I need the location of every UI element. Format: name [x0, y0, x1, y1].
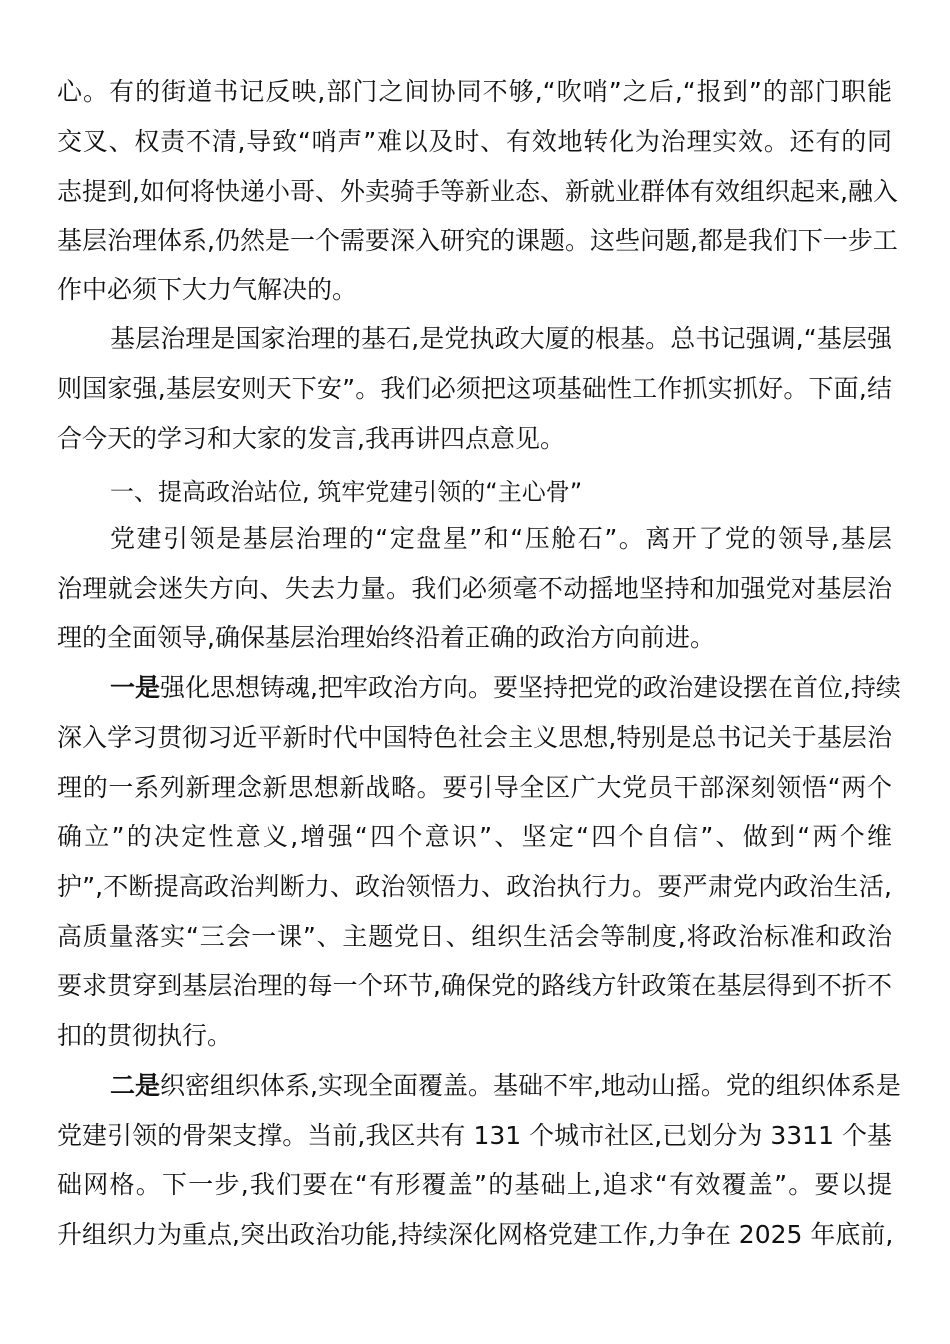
paragraph-line-text: 强化思想铸魂,把牢政治方向。要坚持把党的政治建设摆在首位,持续 — [160, 673, 901, 702]
section-heading: 一、提高政治站位, 筑牢党建引领的“主心骨” — [110, 478, 583, 506]
paragraph-line: 党建引领的骨架支撑。当前,我区共有 131 个城市社区,已划分为 3311 个基 — [57, 1121, 892, 1150]
paragraph-line: 础网格。下一步,我们要在“有形覆盖”的基础上,追求“有效覆盖”。要以提 — [57, 1170, 892, 1199]
paragraph-line: 志提到,如何将快递小哥、外卖骑手等新业态、新就业群体有效组织起来,融入 — [57, 177, 898, 206]
paragraph-line: 扣的贯彻执行。 — [57, 1021, 233, 1050]
paragraph-line: 确立”的决定性意义,增强“四个意识”、坚定“四个自信”、做到“两个维 — [57, 822, 892, 851]
paragraph-line-text: 织密组织体系,实现全面覆盖。基础不牢,地动山摇。党的组织体系是 — [160, 1071, 901, 1100]
paragraph-line: 交叉、权责不清,导致“哨声”难以及时、有效地转化为治理实效。还有的同 — [57, 127, 892, 156]
paragraph-line: 护”,不断提高政治判断力、政治领悟力、政治执行力。要严肃党内政治生活, — [57, 872, 892, 901]
paragraph-line: 基层治理体系,仍然是一个需要深入研究的课题。这些问题,都是我们下一步工 — [57, 226, 898, 255]
paragraph-line: 理的全面领导,确保基层治理始终沿着正确的政治方向前进。 — [57, 623, 715, 652]
paragraph-line: 理的一系列新理念新思想新战略。要引导全区广大党员干部深刻领悟“两个 — [57, 773, 892, 802]
paragraph-line: 高质量落实“三会一课”、主题党日、组织生活会等制度,将政治标准和政治 — [57, 922, 892, 951]
paragraph-line: 作中必须下大力气解决的。 — [57, 275, 358, 304]
paragraph-line: 升组织力为重点,突出政治功能,持续深化网格党建工作,力争在 2025 年底前, — [57, 1220, 894, 1249]
paragraph-line: 深入学习贯彻习近平新时代中国特色社会主义思想,特别是总书记关于基层治 — [57, 723, 892, 752]
paragraph-line: 心。有的街道书记反映,部门之间协同不够,“吹哨”之后,“报到”的部门职能 — [57, 77, 892, 106]
paragraph-lead: 二是 — [110, 1071, 161, 1100]
paragraph-line: 治理就会迷失方向、失去力量。我们必须毫不动摇地坚持和加强党对基层治 — [57, 574, 892, 603]
paragraph-line — [110, 1066, 901, 1106]
paragraph-line: 基层治理是国家治理的基石,是党执政大厦的根基。总书记强调,“基层强 — [110, 324, 892, 353]
paragraph-line: 党建引领是基层治理的“定盘星”和“压舱石”。离开了党的领导,基层 — [110, 524, 892, 553]
paragraph-lead: 一是 — [110, 673, 161, 702]
paragraph-line — [110, 668, 901, 708]
paragraph-line: 则国家强,基层安则天下安”。我们必须把这项基础性工作抓实抓好。下面,结 — [57, 374, 892, 403]
paragraph-line: 合今天的学习和大家的发言,我再讲四点意见。 — [57, 424, 565, 453]
paragraph-line: 要求贯穿到基层治理的每一个环节,确保党的路线方针政策在基层得到不折不 — [57, 971, 892, 1000]
